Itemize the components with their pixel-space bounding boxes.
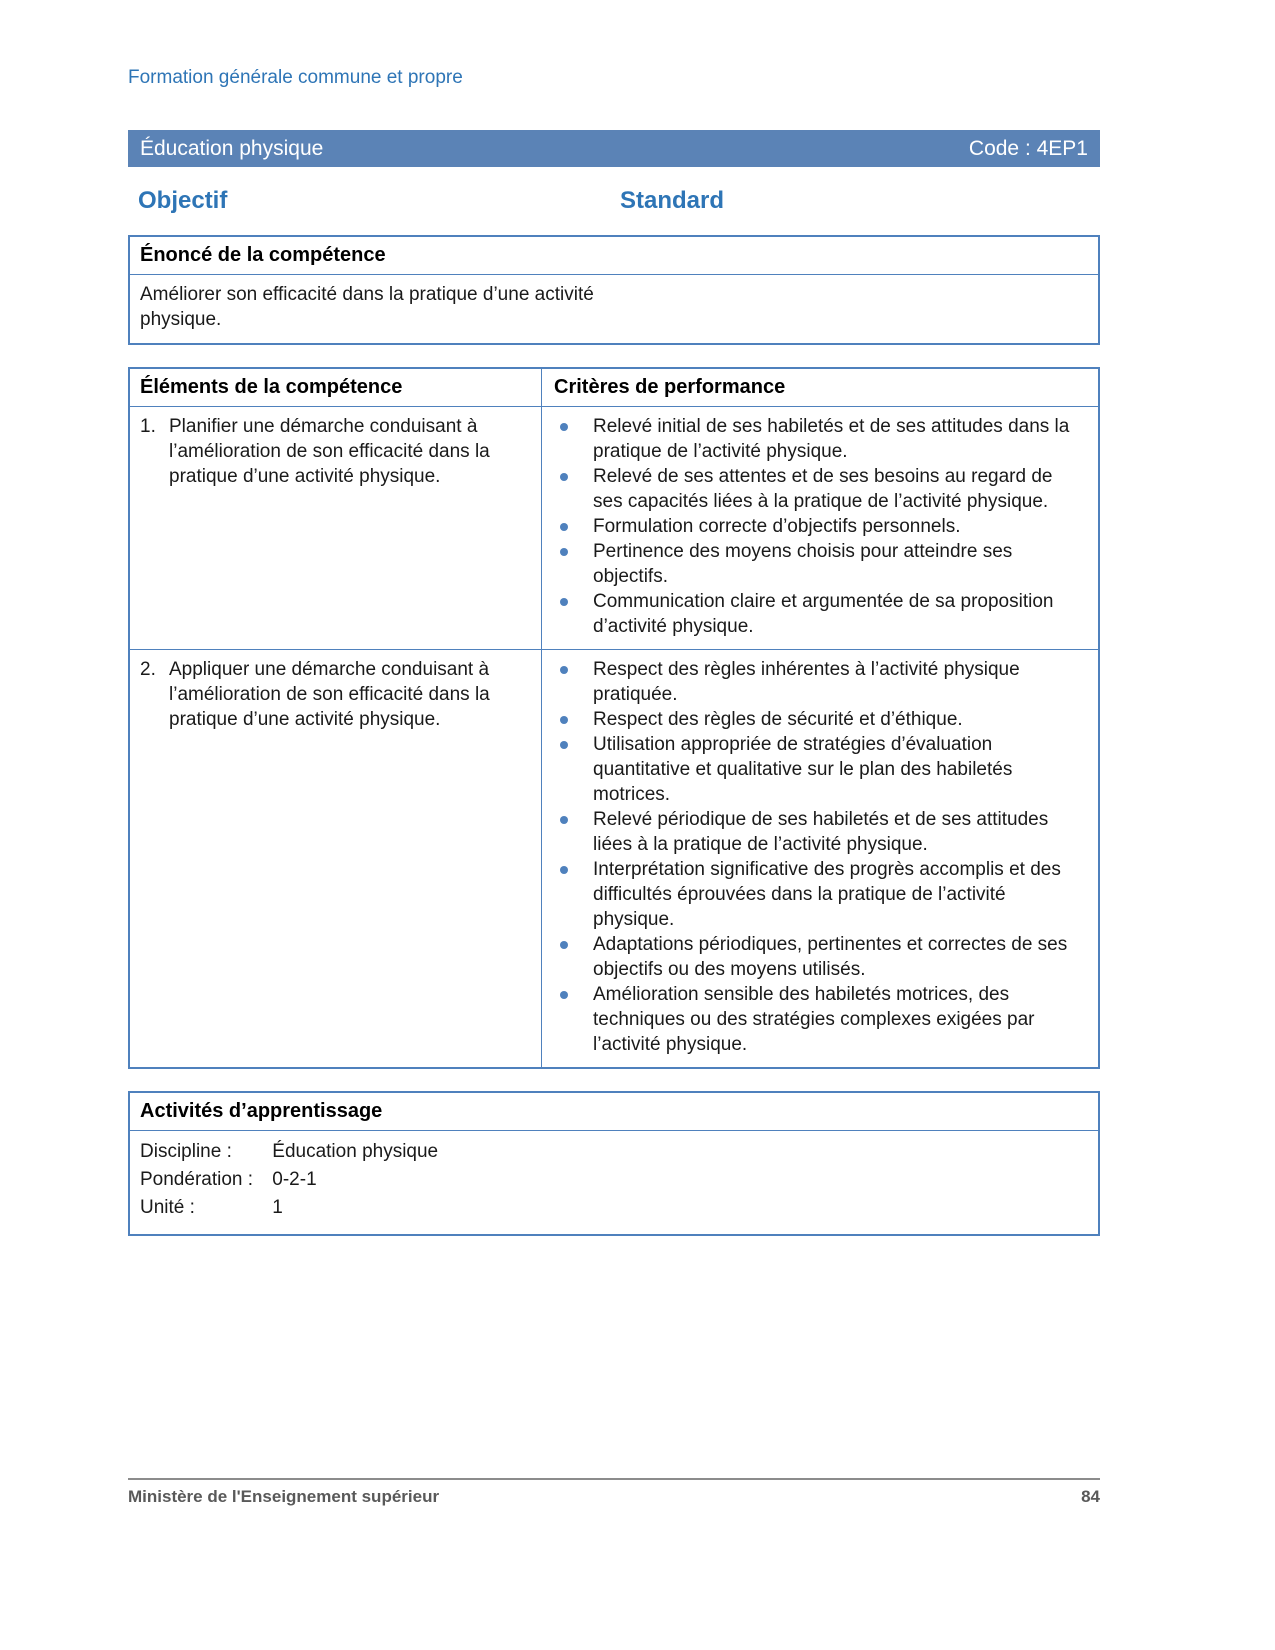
ponderation-label: Pondération :: [140, 1169, 254, 1190]
competence-table: [128, 367, 1100, 1069]
page-footer: [128, 1478, 1100, 1507]
element-number: 1.: [140, 416, 156, 437]
unite-field: [140, 1194, 1088, 1222]
element-cell-1: [130, 407, 542, 649]
competence-table-header-row: [130, 369, 1098, 406]
criterion-item: Amélioration sensible des habiletés motrices, des techniques ou des stratégies complexes exigées par l’activité physique.: [542, 982, 1090, 1057]
section-headings: [128, 187, 1100, 219]
activites-table: [128, 1091, 1100, 1236]
ponderation-field: [140, 1166, 1088, 1194]
criteria-cell-2: [542, 650, 1098, 1067]
objectif-heading: Objectif: [138, 187, 228, 214]
criterion-item: Utilisation appropriée de stratégies d’évaluation quantitative et qualitative sur le plan des habiletés motrices.: [542, 732, 1090, 807]
criterion-item: Relevé de ses attentes et de ses besoins au regard de ses capacités liées à la pratique de l’activité physique.: [542, 464, 1090, 514]
discipline-value: Éducation physique: [272, 1141, 439, 1162]
standard-heading: Standard: [620, 187, 725, 214]
course-header-bar: [128, 130, 1100, 167]
criteria-list: [542, 657, 1090, 1057]
enonce-table: [128, 235, 1100, 345]
criteria-list: [542, 414, 1090, 639]
element-number: 2.: [140, 659, 156, 680]
activites-header: Activités d’apprentissage: [130, 1093, 1098, 1131]
unite-label: Unité :: [140, 1197, 195, 1218]
discipline-field: [140, 1138, 1088, 1166]
footer-page-number: 84: [1081, 1487, 1100, 1506]
course-code: Code : 4EP1: [968, 136, 1088, 160]
ponderation-value: 0-2-1: [272, 1169, 317, 1190]
criterion-item: Adaptations périodiques, pertinentes et correctes de ses objectifs ou des moyens utilisés.: [542, 932, 1090, 982]
element-item: [140, 414, 525, 489]
page-content: [128, 0, 1100, 1258]
element-text: Planifier une démarche conduisant à l’amélioration de son efficacité dans la pratique d’une activité physique.: [169, 416, 490, 487]
table-row: [130, 406, 1098, 649]
criterion-item: Respect des règles de sécurité et d’éthique.: [542, 707, 1090, 732]
table-row: [130, 649, 1098, 1067]
criterion-item: Formulation correcte d’objectifs personnels.: [542, 514, 1090, 539]
criterion-item: Pertinence des moyens choisis pour atteindre ses objectifs.: [542, 539, 1090, 589]
elements-header: Éléments de la compétence: [130, 369, 542, 406]
criteria-cell-1: [542, 407, 1098, 649]
criterion-item: Relevé initial de ses habiletés et de ses attitudes dans la pratique de l’activité physique.: [542, 414, 1090, 464]
activites-fields: [130, 1131, 1098, 1234]
criterion-item: Communication claire et argumentée de sa proposition d’activité physique.: [542, 589, 1090, 639]
course-title: Éducation physique: [140, 136, 324, 160]
footer-ministry: Ministère de l'Enseignement supérieur: [128, 1487, 440, 1506]
enonce-text: Améliorer son efficacité dans la pratique d’une activité physique.: [140, 284, 594, 330]
enonce-body: [130, 275, 1098, 343]
unite-value: 1: [272, 1197, 283, 1218]
element-text: Appliquer une démarche conduisant à l’amélioration de son efficacité dans la pratique d’une activité physique.: [169, 659, 490, 730]
category-label: Formation générale commune et propre: [128, 67, 463, 88]
element-item: [140, 657, 525, 732]
enonce-header: Énoncé de la compétence: [130, 237, 1098, 275]
element-cell-2: [130, 650, 542, 1067]
discipline-label: Discipline :: [140, 1141, 232, 1162]
criterion-item: Interprétation significative des progrès accomplis et des difficultés éprouvées dans la pratique de l’activité physique.: [542, 857, 1090, 932]
criterion-item: Relevé périodique de ses habiletés et de ses attitudes liées à la pratique de l’activité physique.: [542, 807, 1090, 857]
criterion-item: Respect des règles inhérentes à l’activité physique pratiquée.: [542, 657, 1090, 707]
criteres-header: Critères de performance: [554, 376, 786, 398]
